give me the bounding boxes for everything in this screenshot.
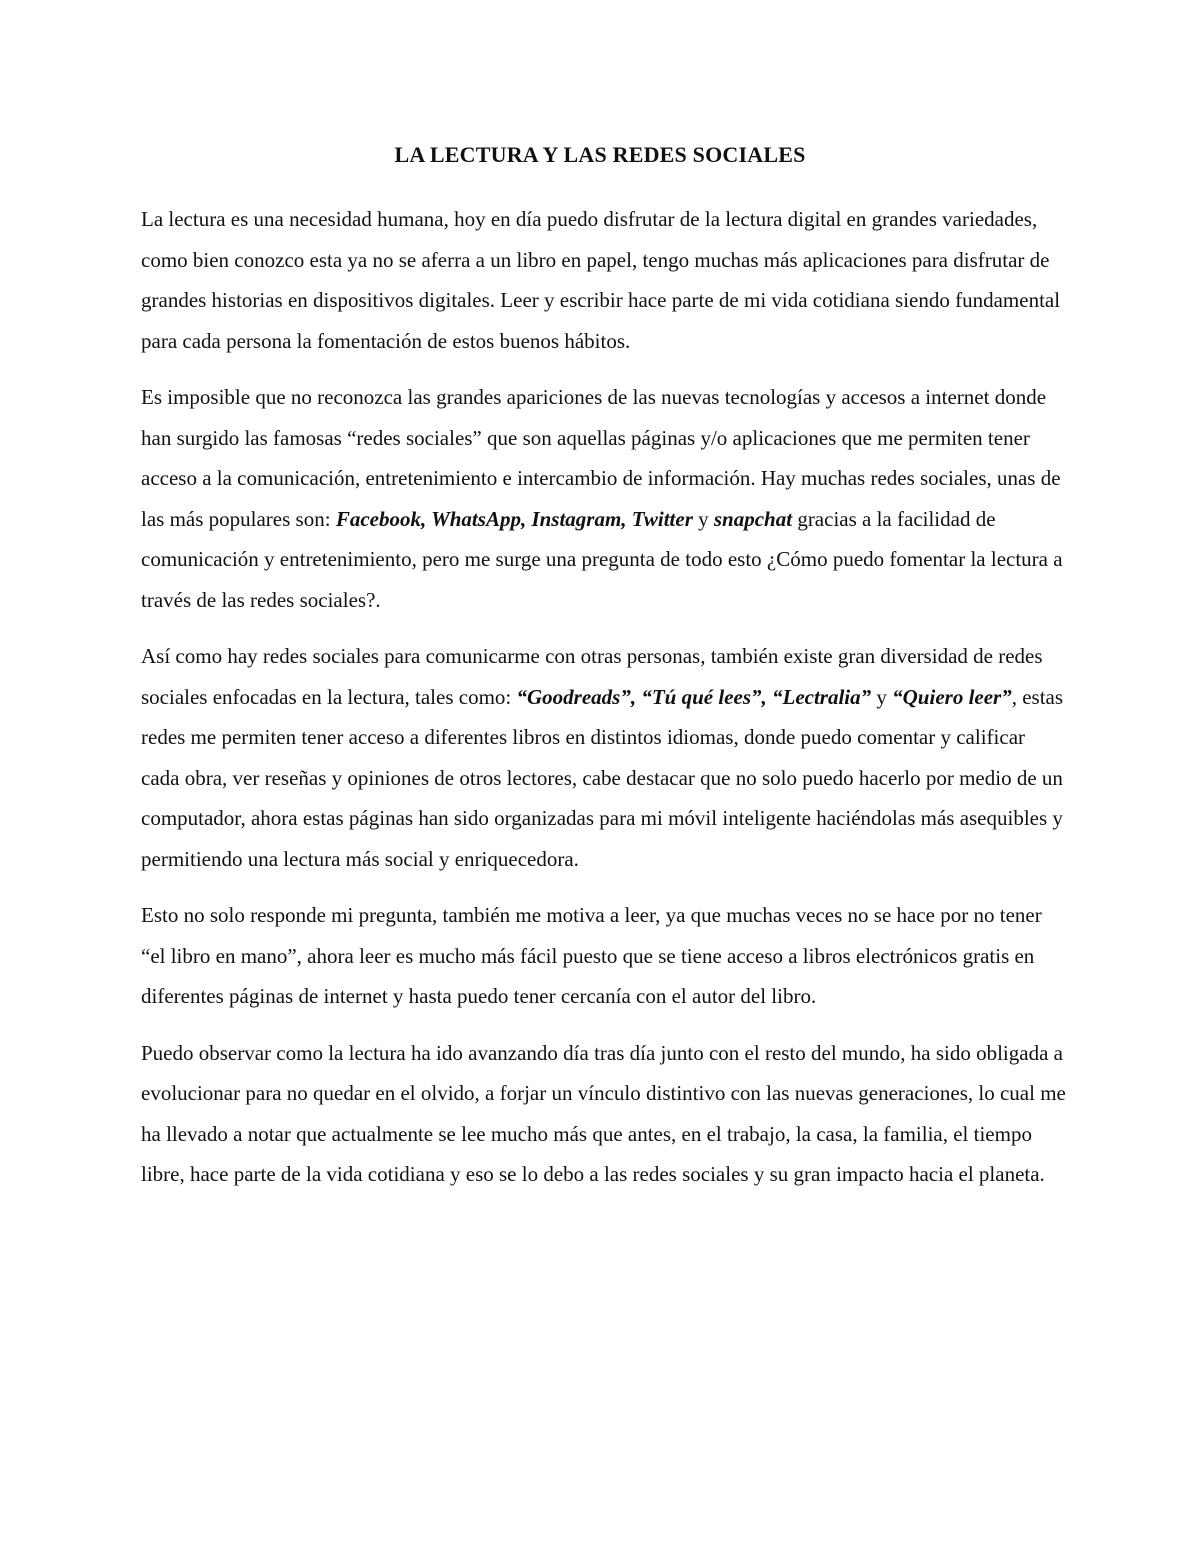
paragraph-text: Esto no solo responde mi pregunta, también me motiva a leer, ya que muchas veces no se hace por no tener “el libro en mano”, ahora leer es mucho más fácil puesto que se tiene acceso a libros electrónicos gratis en diferentes páginas de internet y hasta puedo tener cercanía con el autor del libro. xyxy=(141,903,1042,1008)
paragraph-text: Es imposible que no reconozca las grandes apariciones de las nuevas tecnologías y accesos a internet donde han surgido las famosas “redes sociales” que son aquellas páginas y/o aplicaciones que me permiten tener acceso a la comunicación, entretenimiento e intercambio de información. Hay muchas redes sociales, unas de las más populares son: xyxy=(141,385,1061,531)
paragraph-text: Puedo observar como la lectura ha ido avanzando día tras día junto con el resto del mundo, ha sido obligada a evolucionar para no quedar en el olvido, a forjar un vínculo distintivo con las nuevas generaciones, lo cual me ha llevado a notar que actualmente se lee mucho más que antes, en el trabajo, la casa, la familia, el tiempo libre, hace parte de la vida cotidiana y eso se lo debo a las redes sociales y su gran impacto hacia el planeta. xyxy=(141,1040,1066,1186)
document-body xyxy=(141,199,1066,1211)
paragraph xyxy=(141,1033,1066,1195)
paragraph-text: y xyxy=(871,684,893,709)
paragraph-text: , estas redes me permiten tener acceso a diferentes libros en distintos idiomas, donde puedo comentar y calificar cada obra, ver reseñas y opiniones de otros lectores, cabe destacar que no solo puedo hacerlo por medio de un computador, ahora estas páginas han sido organizadas para mi móvil inteligente haciéndolas más asequibles y permitiendo una lectura más social y enriquecedora. xyxy=(141,684,1064,871)
paragraph-text: Así como hay redes sociales para comunicarme con otras personas, también existe gran diversidad de redes sociales enfocadas en la lectura, tales como: xyxy=(141,644,1043,709)
emphasized-reading-network-name: “Quiero leer” xyxy=(892,684,1012,709)
emphasized-reading-network-names: “Goodreads”, “Tú qué lees”, “Lectralia” xyxy=(516,684,872,709)
document-title: LA LECTURA Y LAS REDES SOCIALES xyxy=(394,142,806,167)
paragraph xyxy=(141,377,1066,620)
paragraph xyxy=(141,895,1066,1017)
emphasized-social-network-name: snapchat xyxy=(713,506,793,531)
paragraph-text: y xyxy=(692,506,714,531)
emphasized-social-network-names: Facebook, WhatsApp, Instagram, Twitter xyxy=(335,506,693,531)
paragraph xyxy=(141,199,1066,361)
paragraph-text: La lectura es una necesidad humana, hoy en día puedo disfrutar de la lectura digital en grandes variedades, como bien conozco esta ya no se aferra a un libro en papel, tengo muchas más aplicaciones para disfrutar de grandes historias en dispositivos digitales. Leer y escribir hace parte de mi vida cotidiana siendo fundamental para cada persona la fomentación de estos buenos hábitos. xyxy=(141,207,1061,353)
paragraph xyxy=(141,636,1066,879)
paragraph-text: gracias a la facilidad de comunicación y entretenimiento, pero me surge una pregunta de todo esto ¿Cómo puedo fomentar la lectura a través de las redes sociales?. xyxy=(141,506,1063,612)
